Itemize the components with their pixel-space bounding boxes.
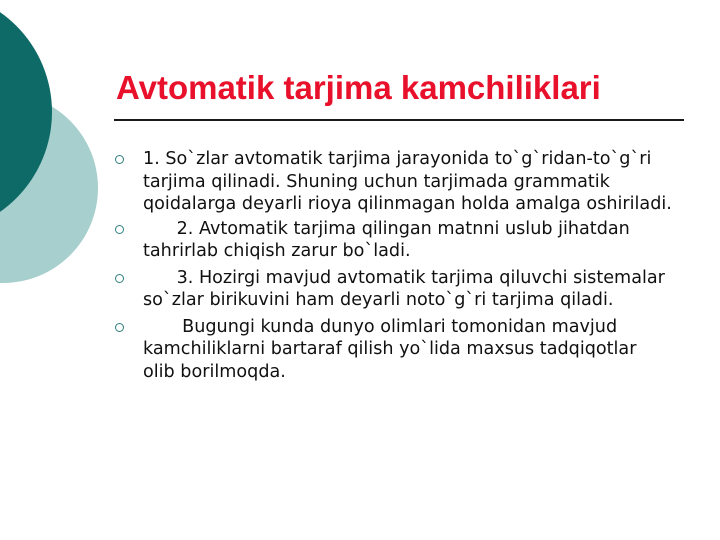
bullet-item <box>112 218 672 263</box>
hollow-circle-bullet-icon <box>115 274 124 283</box>
decorative-circles <box>0 0 120 300</box>
hollow-circle-bullet-icon <box>115 323 124 332</box>
bullet-list <box>112 148 672 383</box>
bullet-item <box>112 267 672 312</box>
bullet-text: 3. Hozirgi mavjud avtomatik tarjima qiluvchi sistemalar so`zlar birikuvini ham deyarli noto`g`ri tarjima qiladi. <box>143 267 671 310</box>
bullet-text: Bugungi kunda dunyo olimlari tomonidan mavjud kamchiliklarni bartaraf qilish yo`lida maxsus tadqiqotlar olib borilmoqda. <box>143 316 643 382</box>
bullet-item <box>112 148 672 216</box>
title-divider <box>114 119 684 121</box>
bullet-item <box>112 316 672 384</box>
slide-title: Avtomatik tarjima kamchiliklari <box>116 69 601 106</box>
hollow-circle-bullet-icon <box>115 225 124 234</box>
bullet-text: 2. Avtomatik tarjima qilingan matnni uslub jihatdan tahrirlab chiqish zarur bo`ladi. <box>143 218 636 261</box>
hollow-circle-bullet-icon <box>115 155 124 164</box>
bullet-text: 1. So`zlar avtomatik tarjima jarayonida to`g`ridan-to`g`ri tarjima qilinadi. Shuning uchun tarjimada grammatik qoidalarga deyarli rioya qilinmagan holda amalga oshiriladi. <box>143 149 672 214</box>
